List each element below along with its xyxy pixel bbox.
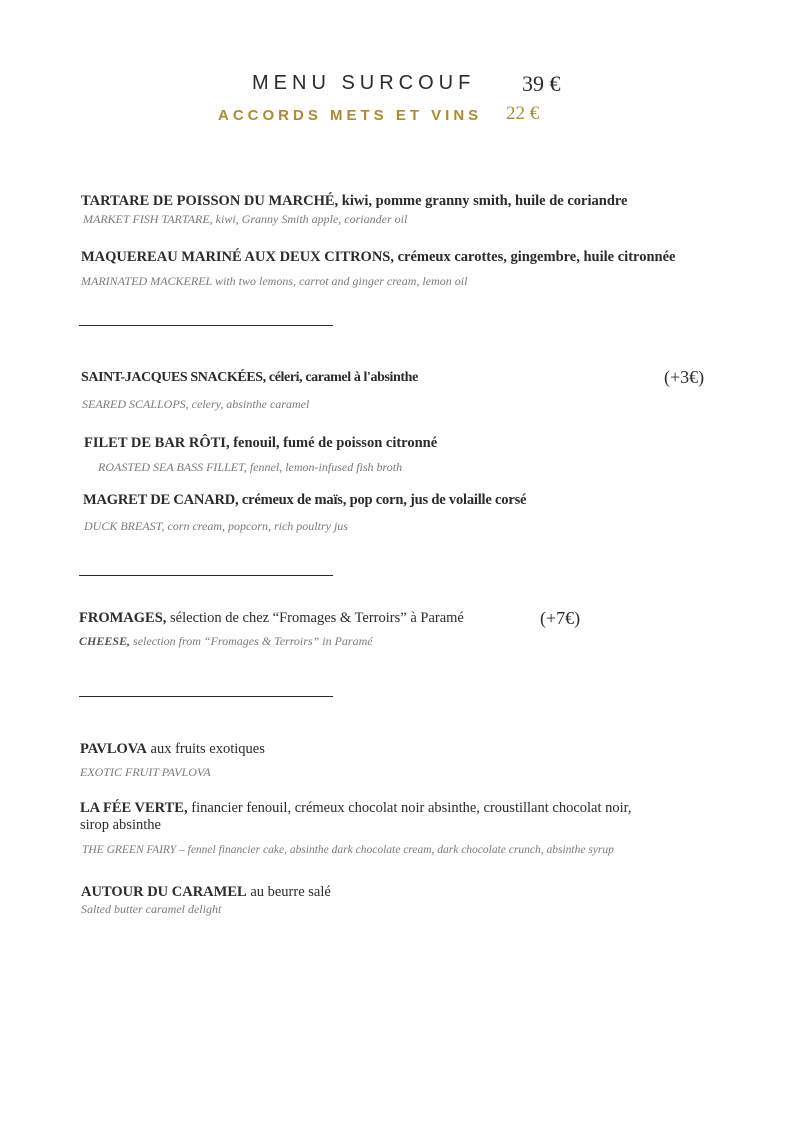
dish-desc: céleri, caramel à l'absinthe	[265, 370, 418, 385]
dish-name: LA FÉE VERTE,	[80, 800, 188, 816]
dish-desc: fenouil, fumé de poisson citronné	[229, 435, 438, 451]
dessert-2	[80, 800, 660, 834]
menu-price: 39 €	[522, 71, 561, 96]
main-1-supplement: (+3€)	[664, 367, 705, 387]
main-1-english: SEARED SCALLOPS, celery, absinthe caramel	[82, 397, 310, 411]
starter-1	[81, 193, 628, 210]
dessert-2-english: THE GREEN FAIRY – fennel financier cake, absinthe dark chocolate cream, dark chocolate crunch, absinthe syrup	[82, 844, 614, 856]
starter-2	[81, 249, 675, 266]
dish-desc: financier fenouil, crémeux chocolat noir absinthe, croustillant chocolat noir, sirop absinthe	[80, 800, 632, 833]
wine-pairing-title: ACCORDS METS ET VINS	[218, 107, 483, 124]
cheese-english	[79, 634, 373, 649]
dish-name: FROMAGES,	[79, 610, 167, 626]
dish-name: PAVLOVA	[80, 741, 147, 757]
dish-name: MAQUEREAU MARINÉ AUX DEUX CITRONS,	[81, 249, 394, 265]
starter-2-english: MARINATED MACKEREL with two lemons, carrot and ginger cream, lemon oil	[81, 274, 468, 288]
section-divider	[79, 575, 333, 576]
dessert-1-english: EXOTIC FRUIT PAVLOVA	[80, 765, 211, 779]
dish-desc: au beurre salé	[246, 884, 331, 900]
main-3	[83, 492, 526, 509]
main-1	[81, 370, 418, 386]
dish-name: SAINT-JACQUES SNACKÉES,	[81, 370, 266, 385]
main-2-english: ROASTED SEA BASS FILLET, fennel, lemon-infused fish broth	[98, 460, 403, 474]
starter-1-english: MARKET FISH TARTARE, kiwi, Granny Smith apple, coriander oil	[83, 212, 408, 226]
dish-name: TARTARE DE POISSON DU MARCHÉ,	[81, 193, 339, 209]
dish-desc: crémeux de maïs, pop corn, jus de volaille corsé	[238, 492, 527, 508]
dessert-1	[80, 741, 265, 758]
main-3-english: DUCK BREAST, corn cream, popcorn, rich poultry jus	[84, 519, 348, 533]
dessert-3-english: Salted butter caramel delight	[81, 902, 222, 916]
english-desc: selection from “Fromages & Terroirs” in Paramé	[130, 634, 373, 648]
dish-desc: aux fruits exotiques	[146, 741, 265, 757]
dish-desc: sélection de chez “Fromages & Terroirs” à Paramé	[166, 610, 464, 626]
cheese-supplement: (+7€)	[540, 608, 581, 628]
main-2	[84, 435, 437, 452]
dish-name: AUTOUR DU CARAMEL	[81, 884, 247, 900]
dessert-3	[81, 884, 331, 901]
menu-title: MENU SURCOUF	[252, 72, 476, 94]
dish-name: FILET DE BAR RÔTI,	[84, 435, 230, 451]
dish-desc: crémeux carottes, gingembre, huile citronnée	[393, 249, 676, 265]
cheese-course	[79, 610, 464, 627]
dish-name: MAGRET DE CANARD,	[83, 492, 239, 508]
english-name: CHEESE,	[79, 634, 131, 648]
section-divider	[79, 325, 333, 326]
wine-pairing-price: 22 €	[506, 103, 540, 124]
section-divider	[79, 696, 333, 697]
dish-desc: kiwi, pomme granny smith, huile de coriandre	[338, 193, 628, 209]
